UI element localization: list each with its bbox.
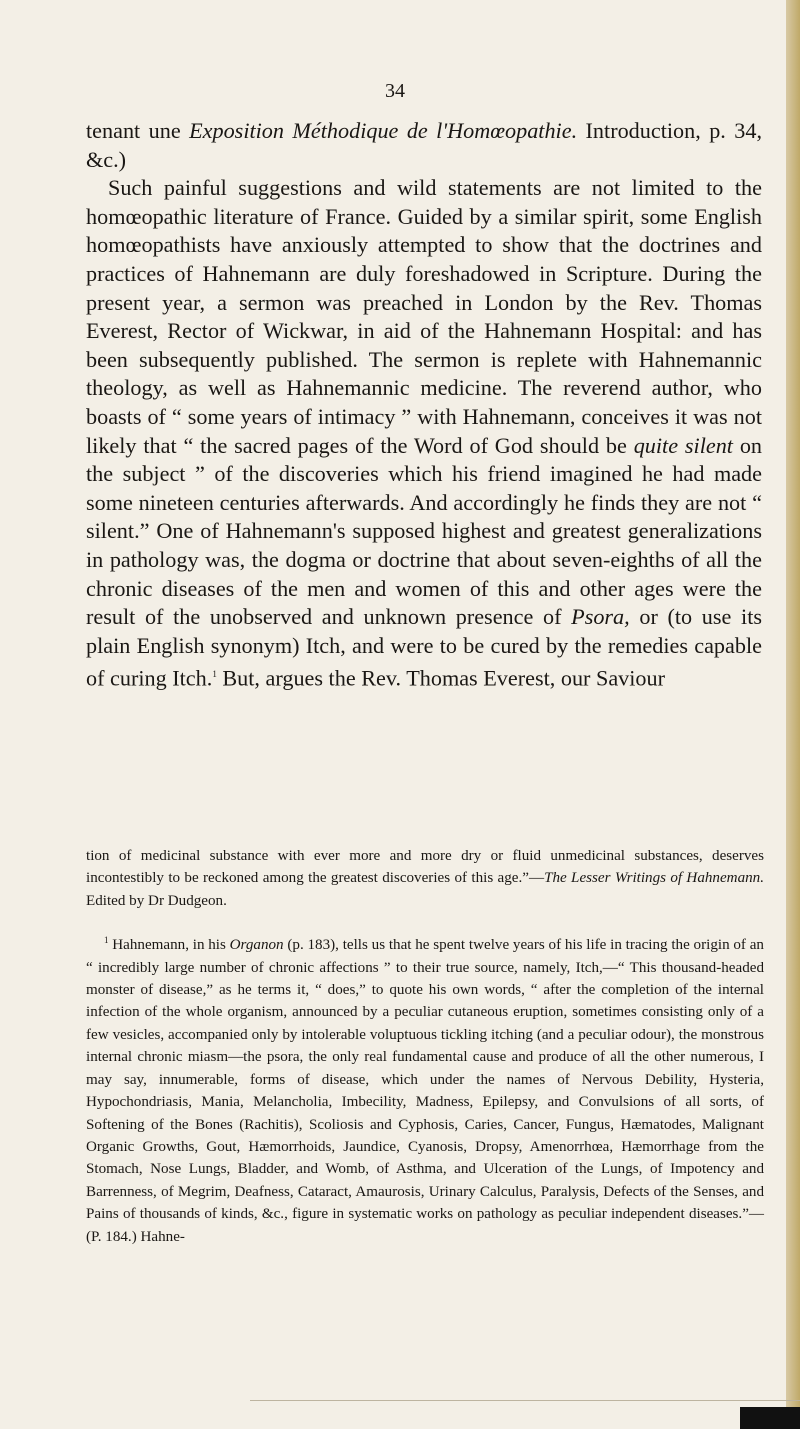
page-edge-shadow [786,0,800,1429]
footnote-text: tion of medicinal substance with ever more and more dry or fluid unmedicinal substances, deserves incontestibly to be reckoned among the greatest discoveries of this age.”— [86,848,764,887]
paragraph-text: Introduction, p. 34, &c.) [86,118,762,172]
source-title: The Lesser Writings of Hahnemann. [544,870,764,887]
paragraph-text: or (to use its plain English synonym) Itch, and were to be cured by the remedies capable of curing Itch. [86,604,763,691]
emphasis-text: Psora, [571,604,630,630]
paragraph-text: tenant une [86,118,190,143]
emphasis-text: quite silent [633,432,733,458]
footnote-text: Hahnemann, in his [108,937,230,954]
main-text [86,117,762,693]
scan-rule [250,1400,800,1401]
scan-corner-mark [740,1407,800,1429]
footnote-text: Edited by Dr Dudgeon. [86,892,227,909]
footnote-marker: 1 [104,935,109,946]
footnote-continued [86,845,764,912]
paragraph-continued [86,117,762,174]
book-title: Organon [229,937,284,954]
footnote-reference: 1 [212,669,217,680]
footnote-text: (p. 183), tells us that he spent twelve years of his life in tracing the origin of an “ incredibly large number of chronic affections ” to their true source, namely, Itch,—“ This thousand-headed monster of disease,” as he terms it, “ does,” to quote his own words, “ after the completion of the internal infection of the whole organism, announced by a peculiar cutaneous eruption, sometimes consisting only of a few vesicles, accompanied only by intolerable voluptuous tickling itching (and a peculiar odour), the monstrous internal chronic miasm—the psora, the only real fundamental cause and produce of all the other numerous, I may say, innumerable, forms of disease, which under the names of Nervous Debility, Hysteria, Hypochondriasis, Mania, Melancholia, Imbecility, Madness, Epilepsy, and Convulsions of all sorts, of Softening of the Bones (Rachitis), Scoliosis and Cyphosis, Caries, Cancer, Fungus, Hæmatodes, Malignant Organic Growths, Gout, Hæmorrhoids, Jaundice, Cyanosis, Dropsy, Amenorrhœa, Hæmorrhage from the Stomach, Nose Lungs, Bladder, and Womb, of Asthma, and Ulceration of the Lungs, of Impotency and Barrenness, of Megrim, Deafness, Cataract, Amaurosis, Urinary Calculus, Paralysis, Defects of the Senses, and Pains of thousands of kinds, &c., figure in systematic works on pathology as peculiar independent diseases.”—(P. 184.) Hahne- [86,937,764,1245]
page-number: 34 [385,80,405,102]
footnote-1 [86,929,764,1248]
book-title: Exposition Méthodique de l'Homœopathie. [189,118,578,143]
paragraph-text: on the subject ” of the discoveries which his friend imagined he had made some nineteen centuries afterwards. And accordingly he finds they are not “ silent.” One of Hahnemann's supposed highest and greatest generalizations in pathology was, the dogma or doctrine that about seven-eighths of all the chronic diseases of the men and women of this and other ages were the result of the unobserved and unknown presence of [86,432,763,630]
paragraph-text: But, argues the Rev. Thomas Everest, our Saviour [216,665,666,691]
footnotes [86,845,764,1248]
paragraph [86,174,762,693]
paragraph-text: Such painful suggestions and wild statements are not limited to the homœopathic literature of France. Guided by a similar spirit, some English homœopathists have anxiously attempted to show that the doctrines and practices of Hahnemann are duly foreshadowed in Scripture. During the present year, a sermon was preached in London by the Rev. Thomas Everest, Rector of Wickwar, in aid of the Hahnemann Hospital: and has been subsequently published. The sermon is replete with Hahnemannic theology, as well as Hahnemannic medicine. The reverend author, who boasts of “ some years of intimacy ” with Hahnemann, conceives it was not likely that “ the sacred pages of the Word of God should be [86,175,762,458]
